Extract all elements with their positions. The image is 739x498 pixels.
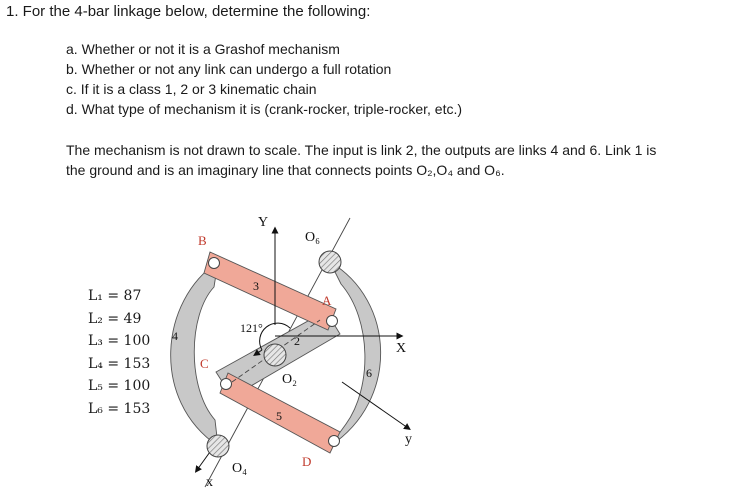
length-l5: L₅ = 100 bbox=[88, 378, 151, 394]
length-l6: L₆ = 153 bbox=[88, 400, 151, 417]
link-4-label: 4 bbox=[172, 329, 178, 343]
pivot-o2-pin bbox=[264, 344, 286, 366]
point-b-label: B bbox=[198, 233, 207, 248]
pivot-o6-label: O₆ bbox=[305, 230, 320, 245]
point-d-label: D bbox=[302, 454, 312, 469]
link-6-label: 6 bbox=[366, 366, 372, 380]
question-b: b. Whether or not any link can undergo a full rotation bbox=[66, 61, 392, 77]
problem-heading: 1. For the 4-bar linkage below, determine the following: bbox=[6, 3, 371, 20]
link-3-label: 3 bbox=[253, 279, 259, 293]
joint-a-pin bbox=[327, 316, 338, 327]
link-4-crescent bbox=[171, 262, 218, 446]
link-6-crescent bbox=[330, 262, 381, 446]
description-line-2: the ground and is an imaginary line that connects points O₂,O₄ and O₆. bbox=[66, 162, 505, 178]
pivot-o6-pin bbox=[319, 251, 341, 273]
pivot-o2-label: O₂ bbox=[282, 372, 297, 387]
x-axis-label: X bbox=[396, 341, 407, 356]
length-l4: L₄ = 153 bbox=[88, 355, 151, 372]
question-c: c. If it is a class 1, 2 or 3 kinematic chain bbox=[66, 81, 317, 97]
joint-b-pin bbox=[209, 258, 220, 269]
pivot-o4-label: O₄ bbox=[232, 461, 247, 476]
length-l3: L₃ = 100 bbox=[88, 333, 151, 349]
x-lower-axis-label: x bbox=[206, 475, 213, 490]
question-a: a. Whether or not it is a Grashof mechanism bbox=[66, 41, 340, 57]
link-2-label: 2 bbox=[294, 334, 300, 348]
joint-d-pin bbox=[329, 436, 340, 447]
description-line-1: The mechanism is not drawn to scale. The input is link 2, the outputs are links 4 and 6. Link 1 is bbox=[66, 142, 657, 158]
pivot-o4-pin bbox=[207, 435, 229, 457]
length-l1: L₁ = 87 bbox=[88, 288, 142, 304]
joint-c-pin bbox=[221, 379, 232, 390]
length-l2: L₂ = 49 bbox=[88, 310, 142, 327]
point-a-label: A bbox=[322, 293, 332, 308]
point-c-label: C bbox=[200, 356, 209, 371]
question-d: d. What type of mechanism it is (crank-rocker, triple-rocker, etc.) bbox=[66, 101, 463, 117]
y-lower-axis-label: y bbox=[405, 432, 412, 447]
angle-label: 121° bbox=[240, 321, 263, 335]
link-5-label: 5 bbox=[276, 409, 282, 423]
y-axis-label: Y bbox=[258, 215, 269, 230]
link-3-coupler bbox=[204, 252, 336, 330]
